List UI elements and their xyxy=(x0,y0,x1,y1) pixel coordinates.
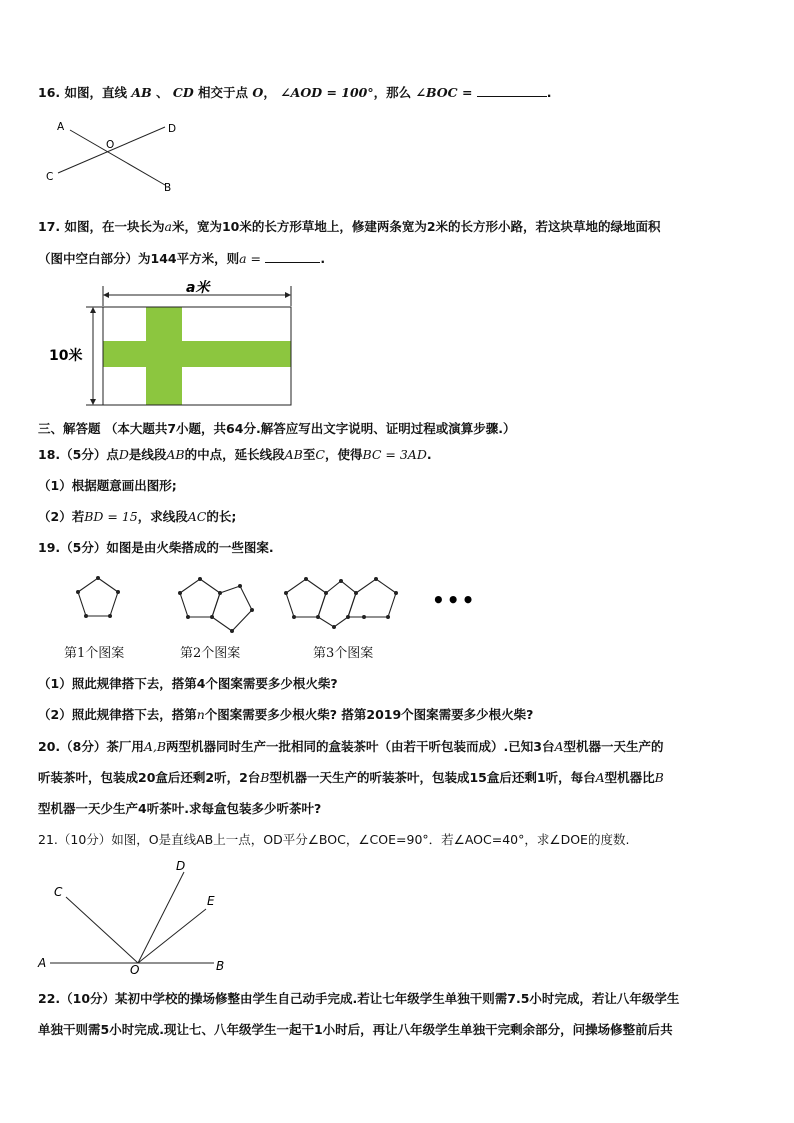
q16-o: O xyxy=(252,85,264,100)
q17-figure xyxy=(46,278,306,410)
q16-mid1: 相交于点 xyxy=(198,85,249,100)
q20-line1-post: 型机器一天生产的 xyxy=(563,739,664,754)
q20-b2: B xyxy=(654,770,664,785)
q20-line1-mid: 两型机器同时生产一批相同的盒装茶叶（由若干听包装而成）.已知3台 xyxy=(166,739,555,754)
q19-part2 xyxy=(38,707,533,723)
q20-line2 xyxy=(38,770,664,786)
label-d: D xyxy=(168,123,177,135)
q18-bd-eq: BD = 15 xyxy=(84,509,138,524)
label-a: A xyxy=(38,956,47,970)
q18-ab2: AB xyxy=(284,447,303,462)
q18-eq: BC = 3AD xyxy=(362,447,427,462)
q18-c: C xyxy=(315,447,325,462)
q17-a: a xyxy=(164,219,172,234)
q16-figure xyxy=(40,115,190,195)
q20-line3: 型机器一天少生产4听茶叶.求每盒包装多少听茶叶? xyxy=(38,801,322,816)
q16-pre: 如图，直线 xyxy=(64,85,128,100)
q16-end: . xyxy=(546,85,552,100)
q20-line2-mid: 型机器一天生产的听装茶叶，包装成15盒后还剩1听，每台 xyxy=(269,770,596,785)
q20-line1-pre: 20.（8分）茶厂用 xyxy=(38,739,144,754)
q16-text xyxy=(38,84,552,101)
q16-number: 16. xyxy=(38,85,61,100)
ray-od xyxy=(138,872,184,963)
q18-mid4: ，使得 xyxy=(324,447,363,462)
width-label: a米 xyxy=(186,280,210,296)
q21-figure xyxy=(34,855,234,975)
q16-ab: AB xyxy=(131,85,152,100)
horizontal-path xyxy=(103,341,291,367)
q20-a: A xyxy=(554,739,564,754)
q18-part2-mid: ，求线段 xyxy=(137,509,188,524)
label-c: C xyxy=(46,171,54,183)
ray-oc xyxy=(66,897,138,963)
label-b: B xyxy=(216,959,225,973)
label-c: C xyxy=(54,885,63,899)
q16-answer-blank xyxy=(477,84,547,97)
q18-part2-end: 的长; xyxy=(206,509,237,524)
q16-sep: 、 xyxy=(156,85,169,100)
q18-part2 xyxy=(38,509,236,525)
section-3-header: 三、解答题 （本大题共7小题，共64分.解答应写出文字说明、证明过程或演算步骤.） xyxy=(38,421,516,436)
q17-line1-post: 米，宽为10米的长方形草地上，修建两条宽为2米的长方形小路，若这块草地的绿地面积 xyxy=(171,219,661,234)
q18-d: D xyxy=(118,447,129,462)
q18-line1 xyxy=(38,447,432,463)
label-d: D xyxy=(176,859,186,873)
q17-line2-pre: （图中空白部分）为144平方米，则 xyxy=(38,251,240,266)
q18-part1: （1）根据题意画出图形; xyxy=(38,478,177,493)
q18-part2-pre: （2）若 xyxy=(38,509,85,524)
q20-a2: A xyxy=(595,770,605,785)
q22-line2: 单独干则需5小时完成.现让七、八年级学生一起干1小时后，再让八年级学生单独干完剩余部分，问操场修整前后共 xyxy=(38,1022,673,1037)
q22-line1: 22.（10分）某初中学校的操场修整由学生自己动手完成.若让七年级学生单独干则需7.5小时完成，若让八年级学生 xyxy=(38,991,680,1006)
label-o: O xyxy=(106,139,115,151)
q18-pre: 18.（5分）点 xyxy=(38,447,119,462)
q16-angle-boc: ∠BOC = xyxy=(415,85,473,100)
q20-line2-pre: 听装茶叶，包装成20盒后还剩2听，2台 xyxy=(38,770,261,785)
q20-line2-mid2: 型机器比 xyxy=(604,770,655,785)
q18-ab: AB xyxy=(166,447,185,462)
q19-figure xyxy=(60,565,480,640)
q16-cd: CD xyxy=(172,85,194,100)
continuation-dots: ••• xyxy=(432,588,477,612)
q18-mid3: 至 xyxy=(302,447,316,462)
q17-line1-pre: 17. 如图，在一块长为 xyxy=(38,219,165,234)
height-label: 10米 xyxy=(49,348,83,364)
q18-ac: AC xyxy=(187,509,207,524)
q20-ab: A,B xyxy=(143,739,167,754)
line-ab xyxy=(70,130,165,185)
q18-mid2: 的中点，延长线段 xyxy=(184,447,285,462)
q16-mid2: ，那么 xyxy=(373,85,412,100)
ray-oe xyxy=(138,909,206,963)
label-e: E xyxy=(207,894,215,908)
q19-n: n xyxy=(196,707,205,722)
q16-angle-aod: ∠AOD = 100° xyxy=(280,85,374,100)
q17-line1 xyxy=(38,219,661,235)
q20-b: B xyxy=(260,770,270,785)
q17-line2 xyxy=(38,250,325,267)
q20-line1 xyxy=(38,739,664,755)
q18-mid1: 是线段 xyxy=(128,447,167,462)
pattern-1 xyxy=(78,578,118,616)
pattern-3 xyxy=(286,579,396,627)
caption-2: 第2个图案 xyxy=(180,646,241,661)
q18-end: . xyxy=(426,447,432,462)
q19-line1: 19.（5分）如图是由火柴搭成的一些图案. xyxy=(38,540,274,555)
label-a: A xyxy=(57,121,65,133)
label-o: O xyxy=(130,963,140,977)
q17-end: . xyxy=(320,251,326,266)
q19-part2-post: 个图案需要多少根火柴? 搭第2019个图案需要多少根火柴? xyxy=(204,707,534,722)
caption-1: 第1个图案 xyxy=(64,646,125,661)
q17-answer-blank xyxy=(265,250,320,263)
q16-comma: ， xyxy=(263,85,276,100)
q19-part1: （1）照此规律搭下去，搭第4个图案需要多少根火柴? xyxy=(38,676,338,691)
q17-a-eq: a = xyxy=(239,251,261,266)
q19-part2-pre: （2）照此规律搭下去，搭第 xyxy=(38,707,197,722)
label-b: B xyxy=(164,182,172,194)
q21-line1: 21.（10分）如图，O是直线AB上一点，OD平分∠BOC，∠COE=90°．若∠AOC=40°，求∠DOE的度数. xyxy=(38,832,630,847)
caption-3: 第3个图案 xyxy=(313,646,374,661)
